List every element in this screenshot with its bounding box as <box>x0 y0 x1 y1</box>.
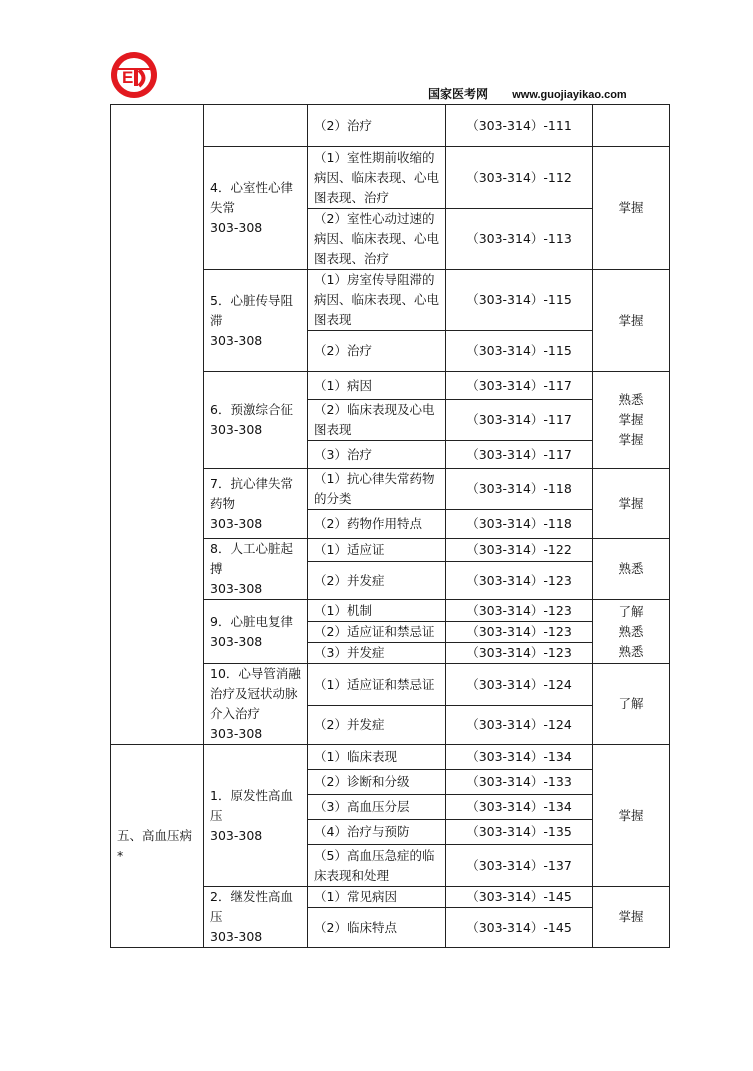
item-cell: （2）并发症 <box>308 706 446 745</box>
subtopic-label: 2．继发性高血压 303-308 <box>210 889 293 944</box>
ref-cell: （303-314）-124 <box>446 706 593 745</box>
ref-cell: （303-314）-113 <box>446 209 593 270</box>
item-cell: （1）室性期前收缩的病因、临床表现、心电图表现、治疗 <box>308 147 446 209</box>
item-cell: （2）药物作用特点 <box>308 510 446 539</box>
ref-cell: （303-314）-115 <box>446 270 593 331</box>
subtopic-label: 7．抗心律失常药物 303-308 <box>210 475 293 531</box>
ref-cell: （303-314）-135 <box>446 820 593 845</box>
requirement-cell: 了解 熟悉 熟悉 <box>593 600 670 664</box>
subtopic-label: 6．预激综合征 303-308 <box>210 402 293 437</box>
subtopic-cell <box>204 105 308 147</box>
header-site <box>428 85 627 102</box>
item-cell: （2）治疗 <box>308 105 446 147</box>
item-cell: （2）临床表现及心电图表现 <box>308 400 446 441</box>
item-cell: （3）并发症 <box>308 643 446 664</box>
ref-cell: （303-314）-124 <box>446 664 593 706</box>
subtopic-cell <box>204 745 308 887</box>
item-cell: （1）临床表现 <box>308 745 446 770</box>
requirement-cell: 掌握 <box>593 745 670 887</box>
requirement-cell: 掌握 <box>593 270 670 372</box>
subtopic-label: 1．原发性高血压 303-308 <box>210 787 293 843</box>
subtopic-label: 9．心脏电复律 303-308 <box>210 613 293 649</box>
item-cell: （2）治疗 <box>308 331 446 372</box>
item-cell: （1）常见病因 <box>308 887 446 908</box>
requirement-cell: 掌握 <box>593 469 670 539</box>
table-row <box>111 745 670 770</box>
requirement-cell: 熟悉 掌握 掌握 <box>593 372 670 469</box>
item-cell: （1）病因 <box>308 372 446 400</box>
table-row <box>111 105 670 147</box>
ref-cell: （303-314）-123 <box>446 643 593 664</box>
subtopic-cell <box>204 887 308 948</box>
item-cell: （1）适应证和禁忌证 <box>308 664 446 706</box>
ref-cell: （303-314）-134 <box>446 795 593 820</box>
ref-cell: （303-314）-122 <box>446 539 593 562</box>
item-cell: （2）适应证和禁忌证 <box>308 622 446 643</box>
subtopic-cell <box>204 469 308 539</box>
item-cell: （2）室性心动过速的病因、临床表现、心电图表现、治疗 <box>308 209 446 270</box>
item-cell: （1）机制 <box>308 600 446 622</box>
requirement-cell: 了解 <box>593 664 670 745</box>
item-cell: （3）治疗 <box>308 441 446 469</box>
site-name: 国家医考网 <box>428 87 489 101</box>
ref-cell: （303-314）-117 <box>446 441 593 469</box>
ref-cell: （303-314）-145 <box>446 887 593 908</box>
ref-cell: （303-314）-123 <box>446 562 593 600</box>
subtopic-label: 10．心导管消融治疗及冠状动脉介入治疗 303-308 <box>210 666 301 741</box>
site-url: www.guojiayikao.com <box>512 89 627 101</box>
requirement-cell <box>593 105 670 147</box>
topic-cell <box>111 105 204 745</box>
item-cell: （1）抗心律失常药物的分类 <box>308 469 446 510</box>
svg-text:E: E <box>122 68 134 87</box>
subtopic-cell <box>204 372 308 469</box>
subtopic-label: 8．人工心脏起搏 303-308 <box>210 541 293 596</box>
ref-cell: （303-314）-112 <box>446 147 593 209</box>
ref-cell: （303-314）-117 <box>446 372 593 400</box>
logo <box>110 50 158 100</box>
topic-cell <box>111 745 204 948</box>
item-cell: （2）诊断和分级 <box>308 770 446 795</box>
requirement-cell: 熟悉 <box>593 539 670 600</box>
subtopic-cell <box>204 664 308 745</box>
ref-cell: （303-314）-118 <box>446 469 593 510</box>
item-cell: （1）适应证 <box>308 539 446 562</box>
ref-cell: （303-314）-123 <box>446 600 593 622</box>
ref-cell: （303-314）-111 <box>446 105 593 147</box>
item-cell: （4）治疗与预防 <box>308 820 446 845</box>
ref-cell: （303-314）-133 <box>446 770 593 795</box>
subtopic-label: 4．心室性心律失常 303-308 <box>210 180 293 235</box>
ref-cell: （303-314）-137 <box>446 845 593 887</box>
ref-cell: （303-314）-134 <box>446 745 593 770</box>
subtopic-cell <box>204 270 308 372</box>
subtopic-cell <box>204 539 308 600</box>
ref-cell: （303-314）-123 <box>446 622 593 643</box>
subtopic-cell <box>204 600 308 664</box>
subtopic-label: 5．心脏传导阻滞 303-308 <box>210 292 293 348</box>
ref-cell: （303-314）-118 <box>446 510 593 539</box>
ref-cell: （303-314）-145 <box>446 908 593 948</box>
syllabus-table <box>110 104 670 948</box>
subtopic-cell <box>204 147 308 270</box>
ref-cell: （303-314）-117 <box>446 400 593 441</box>
item-cell: （5）高血压急症的临床表现和处理 <box>308 845 446 887</box>
item-cell: （3）高血压分层 <box>308 795 446 820</box>
item-cell: （2）临床特点 <box>308 908 446 948</box>
requirement-cell: 掌握 <box>593 147 670 270</box>
ref-cell: （303-314）-115 <box>446 331 593 372</box>
item-cell: （1）房室传导阻滞的病因、临床表现、心电图表现 <box>308 270 446 331</box>
topic-label: 五、高血压病* <box>117 828 193 863</box>
requirement-cell: 掌握 <box>593 887 670 948</box>
item-cell: （2）并发症 <box>308 562 446 600</box>
